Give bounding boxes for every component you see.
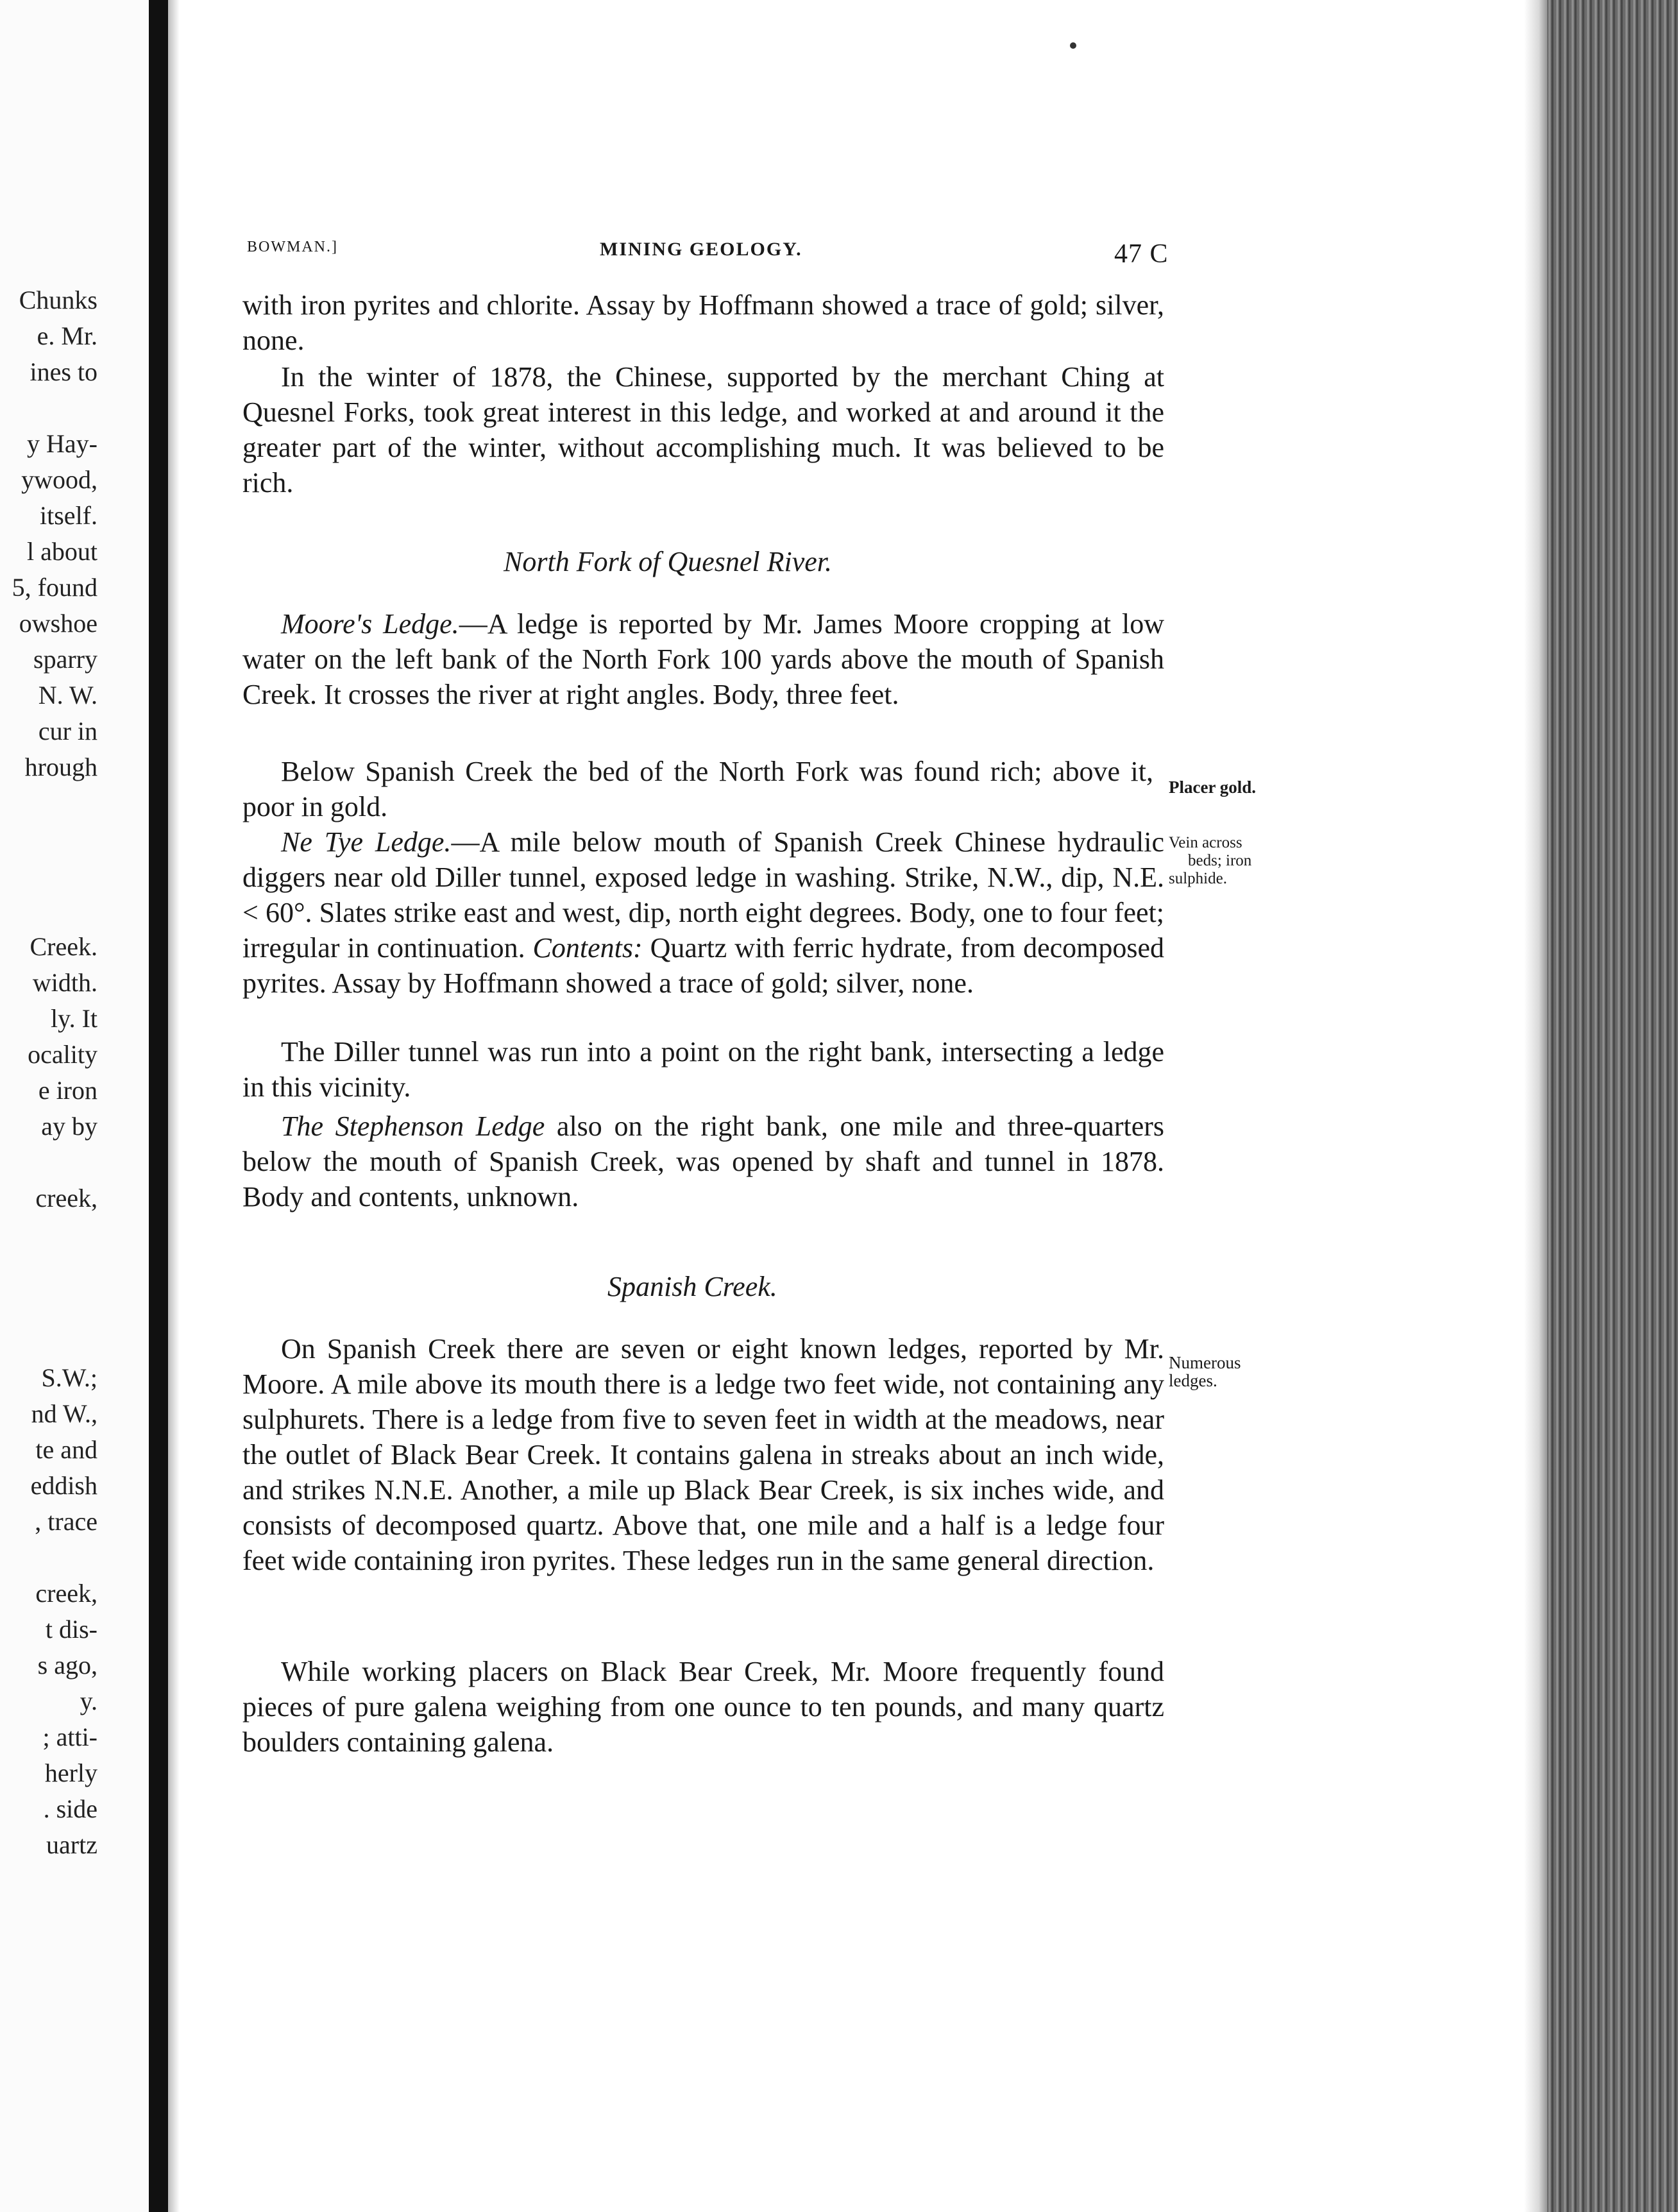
facing-page-line: ines to <box>30 357 97 386</box>
facing-page-line: ywood, <box>21 465 97 494</box>
section-heading-north-fork: North Fork of Quesnel River. <box>504 546 833 577</box>
sidenote-numerous-ledges <box>1169 1354 1241 1390</box>
book-binding <box>149 0 168 2212</box>
paragraph-diller-tunnel: The Diller tunnel was run into a point on the right bank, intersecting a ledge in this vicinity. <box>242 1036 1164 1103</box>
moores-ledge-title: Moore's Ledge. <box>281 608 459 640</box>
binding-shadow <box>168 0 180 2212</box>
sidenote-vein-across <box>1169 834 1251 888</box>
facing-page-line: uartz <box>46 1830 97 1859</box>
facing-page-line: S.W.; <box>41 1363 97 1392</box>
facing-page-line: l about <box>27 537 97 566</box>
facing-page-line: creek, <box>35 1184 97 1212</box>
facing-page-line: s ago, <box>37 1651 97 1680</box>
stephenson-ledge-title: The Stephenson Ledge <box>281 1110 545 1142</box>
facing-page-line: itself. <box>40 501 97 530</box>
facing-page-line: y Hay- <box>27 429 97 458</box>
facing-page-line: , trace <box>35 1507 97 1536</box>
facing-page-line: t dis- <box>45 1615 97 1644</box>
facing-page-line: Chunks <box>19 285 97 314</box>
facing-page-line: e. Mr. <box>37 321 97 350</box>
ne-tye-ledge-title: Ne Tye Ledge. <box>281 826 452 858</box>
sidenote-numerous-line-1: Numerous <box>1169 1353 1241 1372</box>
sidenote-vein-line-3: sulphide. <box>1169 870 1227 887</box>
paragraph-moores-ledge <box>242 606 1164 712</box>
sidenote-placer-gold: Placer gold. <box>1169 778 1256 797</box>
running-head-author: BOWMAN.] <box>247 239 338 255</box>
book-page-edges <box>1547 0 1678 2212</box>
paragraph-1: with iron pyrites and chlorite. Assay by Hoffmann showed a trace of gold; silver, none. <box>242 289 1164 356</box>
running-head-title: MINING GEOLOGY. <box>600 239 802 260</box>
paragraph-below-spanish-creek: Below Spanish Creek the bed of the North Fork was found rich; above it, poor in gold. <box>242 756 1153 822</box>
paragraph-2: In the winter of 1878, the Chinese, supported by the merchant Ching at Quesnel Forks, took great interest in this ledge, and worked at and around it the greater part of the winter, without accomplishing much. It was believed to be rich. <box>242 361 1164 498</box>
sidenote-numerous-line-2: ledges. <box>1169 1371 1217 1390</box>
facing-page-line: . side <box>43 1794 97 1823</box>
contents-text: Quartz with ferric hydrate, from decomposed pyrites. Assay by Hoffmann showed a trace of gold; silver, none. <box>242 932 1165 999</box>
stephenson-ledge-text: also on the right bank, one mile and three-quarters below the mouth of Spanish Creek, was opened by shaft and tunnel in 1878. Body and contents, unknown. <box>242 1110 1165 1212</box>
facing-page-line: y. <box>80 1687 97 1715</box>
paragraph-stephenson-ledge <box>242 1109 1164 1214</box>
facing-page-line: ly. It <box>51 1004 97 1033</box>
facing-page-line: nd W., <box>31 1399 97 1428</box>
facing-page-line: te and <box>35 1435 97 1464</box>
sidenote-vein-line-2: beds; iron <box>1188 852 1252 869</box>
facing-page-line: ocality <box>28 1040 97 1069</box>
facing-page-line: e iron <box>38 1076 97 1105</box>
facing-page-line: N. W. <box>38 681 97 710</box>
facing-page-line: owshoe <box>19 609 97 638</box>
facing-page-line: sparry <box>33 645 97 674</box>
facing-page-line: eddish <box>30 1471 97 1500</box>
paragraph-ne-tye-ledge <box>242 824 1164 1001</box>
section-heading-spanish-creek: Spanish Creek. <box>607 1271 777 1302</box>
facing-page-line: herly <box>44 1758 97 1787</box>
paragraph-black-bear-creek: While working placers on Black Bear Creek, Mr. Moore frequently found pieces of pure galena weighing from one ounce to ten pounds, and many quartz boulders containing galena. <box>242 1656 1164 1758</box>
facing-page-line: 5, found <box>12 573 97 602</box>
page-edge-shading <box>1524 0 1548 2212</box>
facing-page-line: width. <box>32 968 97 997</box>
facing-page-line: cur in <box>38 717 97 745</box>
facing-page-line: ay by <box>41 1112 97 1141</box>
sidenote-vein-line-1: Vein across <box>1169 834 1242 851</box>
facing-page-fragment <box>0 0 149 2212</box>
moores-ledge-text: —A ledge is reported by Mr. James Moore cropping at low water on the left bank of the North Fork 100 yards above the mouth of Spanish Creek. It crosses the river at right angles. Body, three feet. <box>242 608 1164 710</box>
contents-label: Contents: <box>532 932 643 964</box>
facing-page-line: Creek. <box>30 932 97 961</box>
facing-page-line: hrough <box>24 753 97 781</box>
paragraph-spanish-creek-ledges: On Spanish Creek there are seven or eight known ledges, reported by Mr. Moore. A mile above its mouth there is a ledge two feet wide, not containing any sulphurets. There is a ledge from five to seven feet in width at the meadows, near the outlet of Black Bear Creek. It contains galena in streaks about an inch wide, and strikes N.N.E. Another, a mile up Black Bear Creek, is six inches wide, and consists of decomposed quartz. Above that, one mile and a half is a ledge four feet wide containing iron pyrites. These ledges run in the same general direction. <box>242 1333 1164 1576</box>
ink-speck <box>1070 42 1076 49</box>
page-number: 47 C <box>1114 239 1169 269</box>
ne-tye-ledge-text: —A mile below mouth of Spanish Creek Chinese hydraulic diggers near old Diller tunnel, exposed ledge in washing. Strike, N.W., dip, N.E. < 60°. Slates strike east and west, dip, north eight degrees. Body, one to four feet; irregular in continuation. <box>242 826 1164 964</box>
facing-page-line: ; atti- <box>42 1723 97 1751</box>
facing-page-line: creek, <box>35 1579 97 1608</box>
